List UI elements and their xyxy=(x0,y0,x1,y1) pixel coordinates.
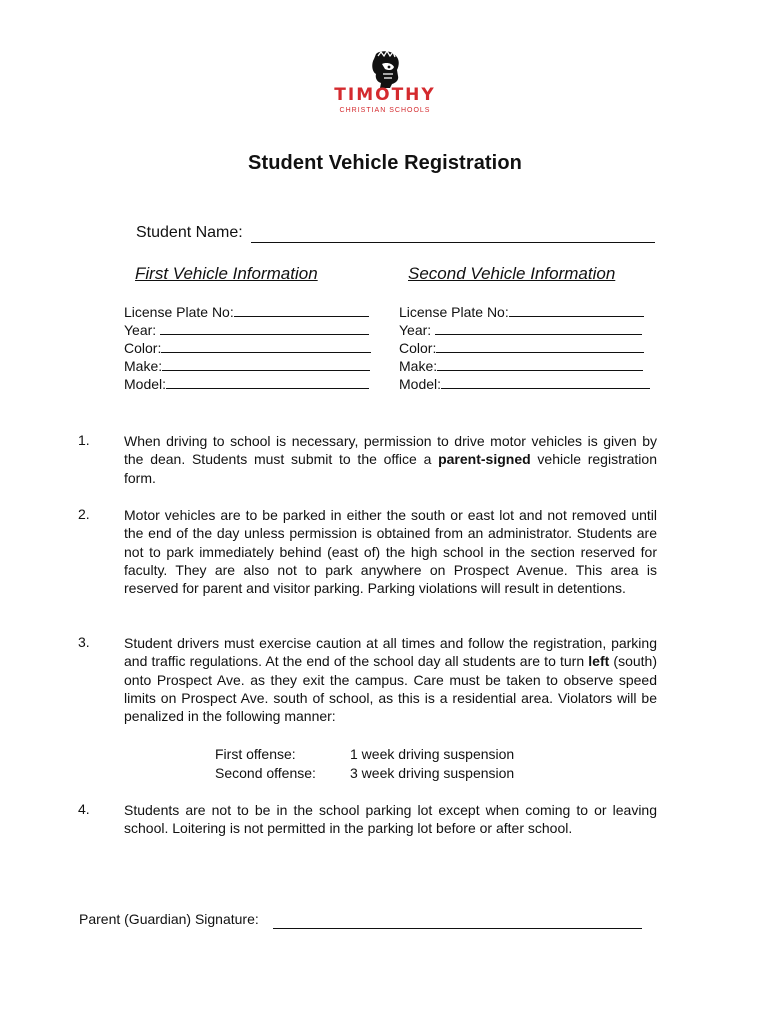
first-vehicle-year-row xyxy=(124,321,369,339)
second-vehicle-make-row xyxy=(399,357,643,375)
guardian-signature-field[interactable] xyxy=(273,912,642,929)
rule-emphasis: parent-signed xyxy=(438,451,531,468)
first-color-field[interactable] xyxy=(161,339,371,353)
first-vehicle-make-row xyxy=(124,357,370,375)
first-model-field[interactable] xyxy=(166,375,369,389)
first-vehicle-model-row xyxy=(124,375,369,393)
item-number: 4. xyxy=(78,801,90,817)
second-make-field[interactable] xyxy=(437,357,643,371)
field-label: Make: xyxy=(124,358,163,374)
page-title: Student Vehicle Registration xyxy=(248,152,522,174)
item-number: 3. xyxy=(78,634,90,650)
first-year-field[interactable] xyxy=(160,321,369,335)
second-model-field[interactable] xyxy=(441,375,650,389)
field-label: Make: xyxy=(399,358,438,374)
penalty-offense: Second offense: xyxy=(215,765,316,781)
second-color-field[interactable] xyxy=(436,339,644,353)
field-label: Color: xyxy=(124,340,162,356)
rule-text: Student drivers must exercise caution at all times and follow the registration, parking and traffic regulations. At the end of the school day all students are to turn xyxy=(124,635,657,670)
rule-item-3 xyxy=(124,634,657,725)
second-license-plate-field[interactable] xyxy=(509,303,644,317)
rule-item-2: Motor vehicles are to be parked in either the south or east lot and not removed until the end of the day unless permission is obtained from an administrator. Students are not to park immediately behind (east of) the high school in the section reserved for faculty. They are also not to park anywhere on Prospect Avenue. This area is reserved for parent and visitor parking. Parking violations will result in detentions. xyxy=(124,507,657,597)
first-license-plate-field[interactable] xyxy=(234,303,369,317)
rule-text: When driving to school is necessary, permission to drive motor vehicles is given by the dean. Students must submit to the office a xyxy=(124,433,657,468)
second-vehicle-model-row xyxy=(399,375,650,393)
item-number: 1. xyxy=(78,432,90,448)
student-name-label: Student Name: xyxy=(136,224,243,241)
second-vehicle-year-row xyxy=(399,321,642,339)
rule-item-4: Students are not to be in the school parking lot except when coming to or leaving school. Loitering is not permitted in the parking lot before or after school. xyxy=(124,802,657,837)
second-vehicle-license-plate-row xyxy=(399,303,644,321)
first-vehicle-color-row xyxy=(124,339,371,357)
warrior-head-icon xyxy=(368,50,404,88)
field-label: Model: xyxy=(399,376,442,392)
penalty-consequence: 1 week driving suspension xyxy=(350,746,515,762)
signature-label: Parent (Guardian) Signature: xyxy=(79,911,259,927)
field-label: Model: xyxy=(124,376,167,392)
student-name-field[interactable] xyxy=(251,225,655,243)
rule-emphasis: left xyxy=(588,653,610,670)
rule-text: vehicle registration form. xyxy=(124,451,657,486)
field-label: Year: xyxy=(399,322,432,338)
rule-text: (south) onto Prospect Ave. as they exit the campus. Care must be taken to observe speed limits on Prospect Ave. south of school, as this is a residential area. Violators will be penalized in the following manner: xyxy=(124,653,657,725)
first-vehicle-license-plate-row xyxy=(124,303,369,321)
penalty-offense: First offense: xyxy=(215,746,296,762)
field-label: License Plate No: xyxy=(124,304,234,320)
second-year-field[interactable] xyxy=(435,321,642,335)
field-label: Color: xyxy=(399,340,437,356)
logo-school-subtitle: CHRISTIAN SCHOOLS xyxy=(339,107,431,114)
first-make-field[interactable] xyxy=(162,357,370,371)
second-vehicle-color-row xyxy=(399,339,644,357)
first-vehicle-heading: First Vehicle Information xyxy=(135,264,318,283)
item-number: 2. xyxy=(78,506,90,522)
logo-school-name: TIMOTHY xyxy=(334,85,436,105)
field-label: Year: xyxy=(124,322,157,338)
field-label: License Plate No: xyxy=(399,304,509,320)
second-vehicle-heading: Second Vehicle Information xyxy=(408,264,616,283)
rule-item-1 xyxy=(124,432,657,487)
penalty-consequence: 3 week driving suspension xyxy=(350,765,515,781)
